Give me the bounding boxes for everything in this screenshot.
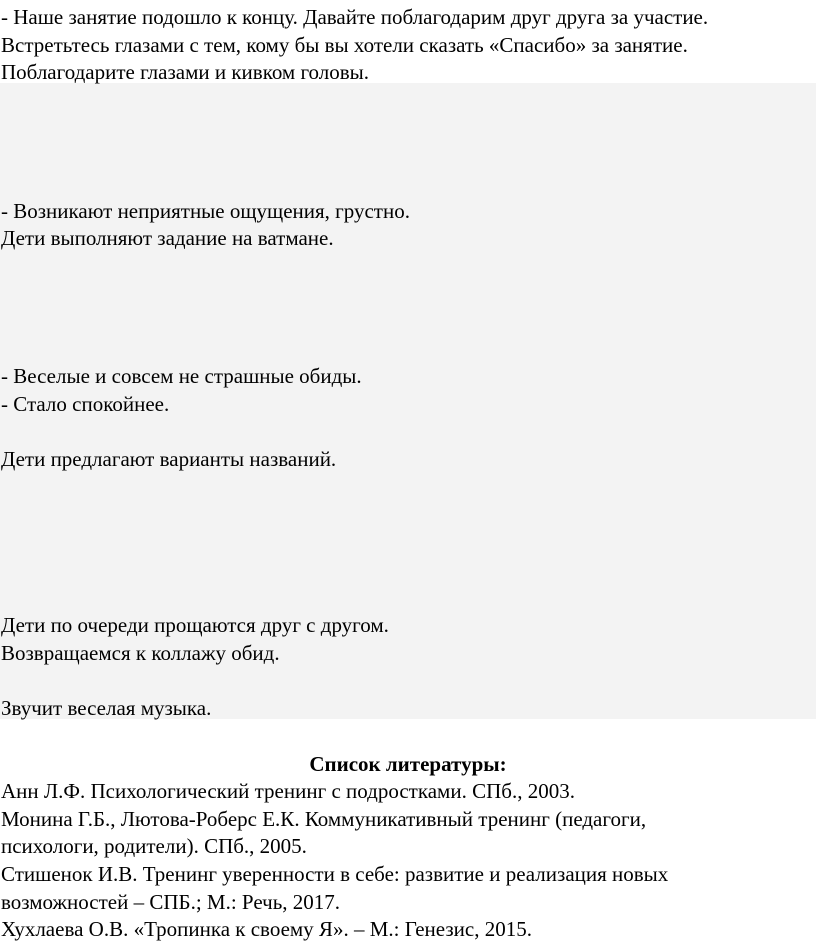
activity-feeling: - Возникают неприятные ощущения, грустно. bbox=[1, 199, 410, 223]
activity-names: Дети предлагают варианты названий. bbox=[1, 447, 337, 471]
reference-item: Монина Г.Б., Лютова-Роберс Е.К. Коммуникативный тренинг (педагоги, bbox=[1, 807, 647, 831]
activity-music: Звучит веселая музыка. bbox=[1, 696, 212, 720]
activity-funny: - Веселые и совсем не страшные обиды. bbox=[1, 364, 362, 388]
reference-item: Анн Л.Ф. Психологический тренинг с подростками. СПб., 2003. bbox=[1, 779, 575, 803]
reference-item: Хухлаева О.В. «Тропинка к своему Я». – М.: Генезис, 2015. bbox=[1, 917, 532, 941]
activity-calm: - Стало спокойнее. bbox=[1, 392, 170, 416]
activity-collage: Возвращаемся к коллажу обид. bbox=[1, 641, 280, 665]
reference-item: Стишенок И.В. Тренинг уверенности в себе: развитие и реализация новых bbox=[1, 862, 669, 886]
intro-line-1: - Наше занятие подошло к концу. Давайте поблагодарим друг друга за участие. bbox=[1, 5, 709, 29]
activity-farewell: Дети по очереди прощаются друг с другом. bbox=[1, 613, 389, 637]
references-title: Список литературы: bbox=[309, 752, 507, 776]
activity-task: Дети выполняют задание на ватмане. bbox=[1, 226, 334, 250]
intro-line-2: Встретьтесь глазами с тем, кому бы вы хотели сказать «Спасибо» за занятие. bbox=[1, 33, 688, 57]
reference-item: психологи, родители). СПб., 2005. bbox=[1, 834, 307, 858]
intro-line-3: Поблагодарите глазами и кивком головы. bbox=[1, 60, 370, 84]
reference-item: возможностей – СПБ.; М.: Речь, 2017. bbox=[1, 890, 341, 914]
